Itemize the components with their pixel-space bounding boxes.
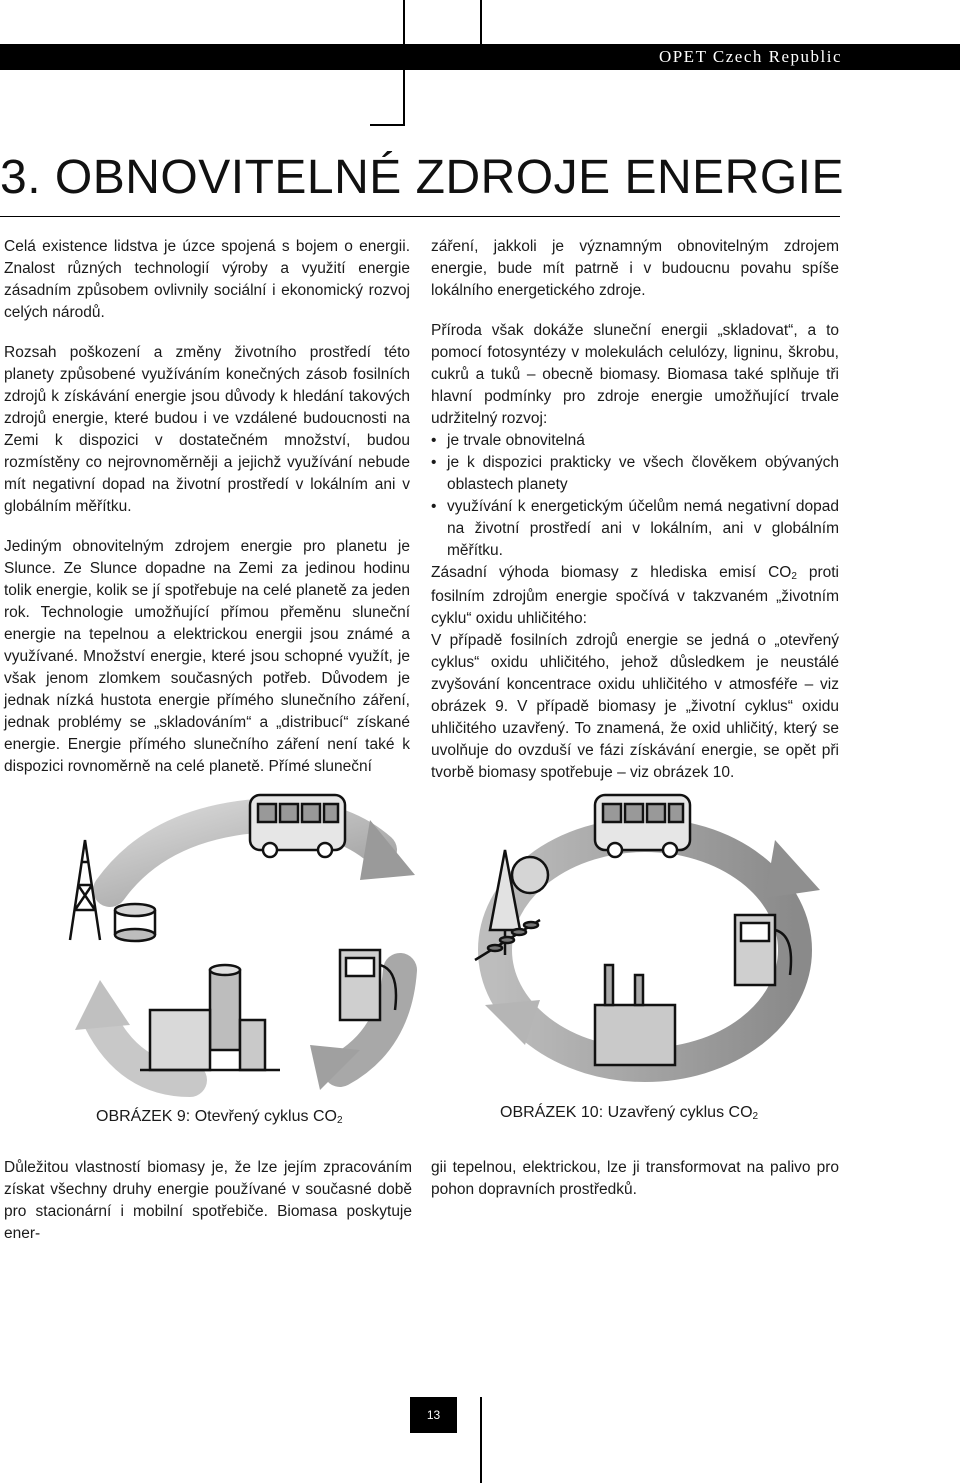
- caption-text: OBRÁZEK 10: Uzavřený cyklus CO: [500, 1104, 753, 1121]
- power-plant-icon: [140, 965, 280, 1070]
- page-title: 3. OBNOVITELNÉ ZDROJE ENERGIE: [0, 151, 844, 204]
- paragraph: záření, jakkoli je významným obnovitelným zdrojem energie, bude mít patrně i v budoucnu povahu spíše lokálního energetického zdroje.: [431, 238, 839, 299]
- paragraph: V případě fosilních zdrojů energie se jedná o „otevřený cyklus“ oxidu uhličitého, jehož důsledkem je neustálé zvyšování koncentrace oxidu uhličitého v atmosféře – viz obrázek 9. V případě biomasy je „životní cyklus“ oxidu uhličitého uzavřený. To znamená, že oxid uhličitý, který se uvolňuje do ovzduší ve fázi získávání energie, se opět při tvorbě biomasy spotřebuje – viz obrázek 10.: [431, 632, 839, 781]
- decorative-vertical-line-bottom: [480, 1397, 482, 1483]
- bullet-list: [431, 430, 839, 562]
- caption-text: OBRÁZEK 9: Otevřený cyklus CO: [96, 1108, 337, 1125]
- factory-icon: [595, 965, 675, 1065]
- arrow-head: [75, 980, 130, 1030]
- bus-icon: [595, 795, 690, 857]
- list-item: • je trvale obnovitelná: [431, 430, 839, 452]
- text-run: Zásadní výhoda biomasy z hlediska emisí CO: [431, 564, 792, 581]
- paragraph: Jediným obnovitelným zdrojem energie pro planetu je Slunce. Ze Slunce dopadne na Zemi za jedinou hodinu tolik energie, kolik se jí spotřebuje na celé planetě za jeden rok. Technologie umožňující přímou přeměnu sluneční energie na tepelnou a elektrickou energii jsou známé a využívané. Množství energie, které jsou schopné využít, je však jenom zlomkem současných potřeb. Důvodem je jednak nízká hustota energie přímého slunečního záření, jednak problémy se „skladováním“ a „distribucí“ získané energie. Energie přímého slunečního záření není také k dispozici rovnoměrně na celé planetě. Přímé sluneční: [4, 538, 410, 775]
- paragraph: Důležitou vlastností biomasy je, že lze jejím zpracováním získat všechny druhy energie používané v současné době pro stacionární i mobilní spotřebiče. Biomasa poskytuje ener-: [4, 1159, 412, 1242]
- paragraph: Rozsah poškození a změny životního prostředí této planety způsobené využíváním konečných zásob fosilních zdrojů k získávání energie jsou důvody k hledání takových zdrojů energie, které budou i ve vzdálené budoucnosti na Zemi k dispozici v dostatečném množství, budou rozmístěny co nejrovnoměrněji a jejichž využívání nebude mít negativní dopad na životní prostředí v lokálním ani v globálním měřítku.: [4, 344, 410, 515]
- list-item: • je k dispozici prakticky ve všech člověkem obývaných oblastech planety: [431, 452, 839, 496]
- paragraph: gii tepelnou, elektrickou, lze ji transformovat na palivo pro pohon dopravních prostředků.: [431, 1159, 839, 1198]
- figure-9-caption: [96, 1108, 343, 1126]
- page-number: 13: [410, 1397, 457, 1433]
- left-column: [4, 236, 410, 778]
- bottom-left-column: [4, 1157, 412, 1245]
- paragraph: Celá existence lidstva je úzce spojená s bojem o energii. Znalost různých technologií výroby a využití energie zásadním způsobem ovlivnily sociální i ekonomický rozvoj celých národů.: [4, 238, 410, 321]
- arrow-head: [765, 840, 820, 898]
- bus-icon: [250, 795, 345, 857]
- title-rule: [0, 216, 840, 217]
- subscript: 2: [752, 1111, 759, 1122]
- decorative-vertical-line-left: [403, 0, 405, 126]
- list-item: • využívání k energetickým účelům nemá negativní dopad na životní prostředí ani v lokálním, ani v globálním měřítku.: [431, 496, 839, 562]
- paragraph: [431, 562, 839, 630]
- right-column: [431, 236, 839, 784]
- figure-closed-cycle: [445, 780, 845, 1100]
- figure-10-caption: [500, 1104, 758, 1122]
- decorative-tick: [370, 124, 405, 126]
- paragraph: Příroda však dokáže sluneční energii „skladovat“, a to pomocí fotosyntézy v molekulách celulózy, ligninu, škrobu, cukrů a tuků – obecně biomasy. Biomasa také splňuje tři hlavní podmínky pro zdroje energie umožňující trvale udržitelný rozvoj:: [431, 322, 839, 427]
- header-brand: OPET Czech Republic: [658, 47, 842, 66]
- subscript: 2: [791, 571, 797, 582]
- figure-open-cycle: [40, 780, 440, 1100]
- decorative-vertical-line-right: [480, 0, 482, 70]
- text-run: proti fosilním zdrojům energie spočívá v takzvaném „životním cyklu“ oxidu uhličitého:: [431, 564, 839, 627]
- bottom-right-column: [431, 1157, 839, 1201]
- subscript: 2: [336, 1115, 343, 1126]
